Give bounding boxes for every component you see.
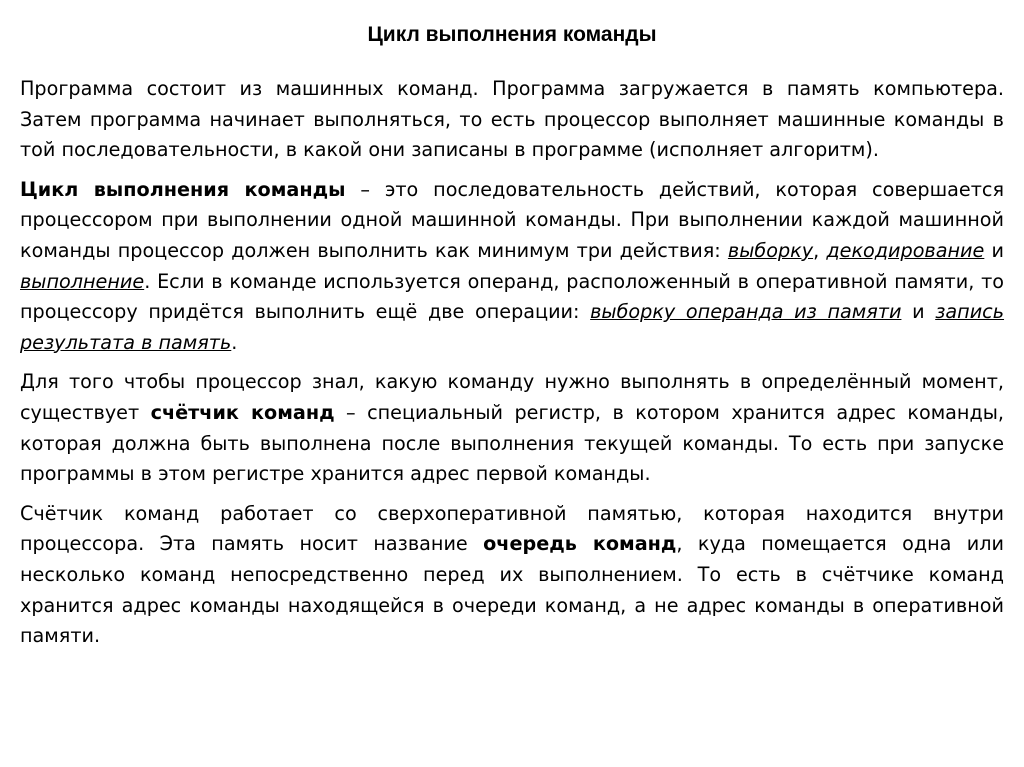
separator-and-2: и [901, 300, 936, 324]
separator-and-1: и [984, 238, 1004, 262]
command-queue-text-2: , куда помещается одна или несколько команд непосредственно перед их выполнением. То есть в счётчике команд хранится адрес команды находящейся в очереди команд, а не адрес команды в оперативной памяти. [20, 532, 1004, 648]
link-write-result[interactable]: запись результата в память [20, 300, 1005, 354]
term-command-queue: очередь команд [483, 532, 677, 556]
command-queue-text-1: Счётчик команд работает со сверхоперативной памятью, которая находится внутри процессора. Эта память носит название [20, 501, 1004, 556]
link-execute[interactable]: выполнение [20, 269, 145, 293]
program-counter-text-2: – специальный регистр, в котором хранится адрес команды, которая должна быть выполнена после выполнения текущей команды. То есть при запуске программы в этом регистре хранится адрес первой команды. [20, 400, 1004, 486]
slide-title: Цикл выполнения команды [367, 23, 657, 46]
program-counter-text-1: Для того чтобы процессор знал, какую команду нужно выполнять в определённый момент, существует [20, 370, 1004, 424]
link-fetch[interactable]: выборку [727, 238, 814, 262]
slide-body [20, 74, 1004, 661]
paragraph-program [20, 74, 1004, 166]
term-command-cycle: Цикл выполнения команды [20, 177, 346, 201]
term-program-counter: счётчик команд [150, 400, 335, 424]
paragraph-command-cycle [20, 175, 1004, 359]
command-cycle-end: . [231, 330, 238, 354]
command-cycle-text-1: – это последовательность действий, которая совершается процессором при выполнении одной машинной команды. При выполнении каждой машинной команды процессор должен выполнить как минимум три действия: [20, 177, 1004, 262]
paragraph-program-text: Программа состоит из машинных команд. Программа загружается в память компьютера. Затем программа начинает выполняться, то есть процессор выполняет машинные команды в той последовательности, в какой они записаны в программе (исполняет алгоритм). [20, 77, 1004, 162]
separator-comma: , [813, 238, 827, 262]
paragraph-program-counter [20, 367, 1004, 489]
command-cycle-text-2: . Если в команде используется операнд, расположенный в оперативной памяти, то процессору придётся выполнить ещё две операции: [20, 269, 1004, 324]
paragraph-command-queue [20, 499, 1004, 652]
link-decode[interactable]: декодирование [826, 238, 985, 262]
link-operand-fetch[interactable]: выборку операнда из памяти [590, 300, 902, 324]
